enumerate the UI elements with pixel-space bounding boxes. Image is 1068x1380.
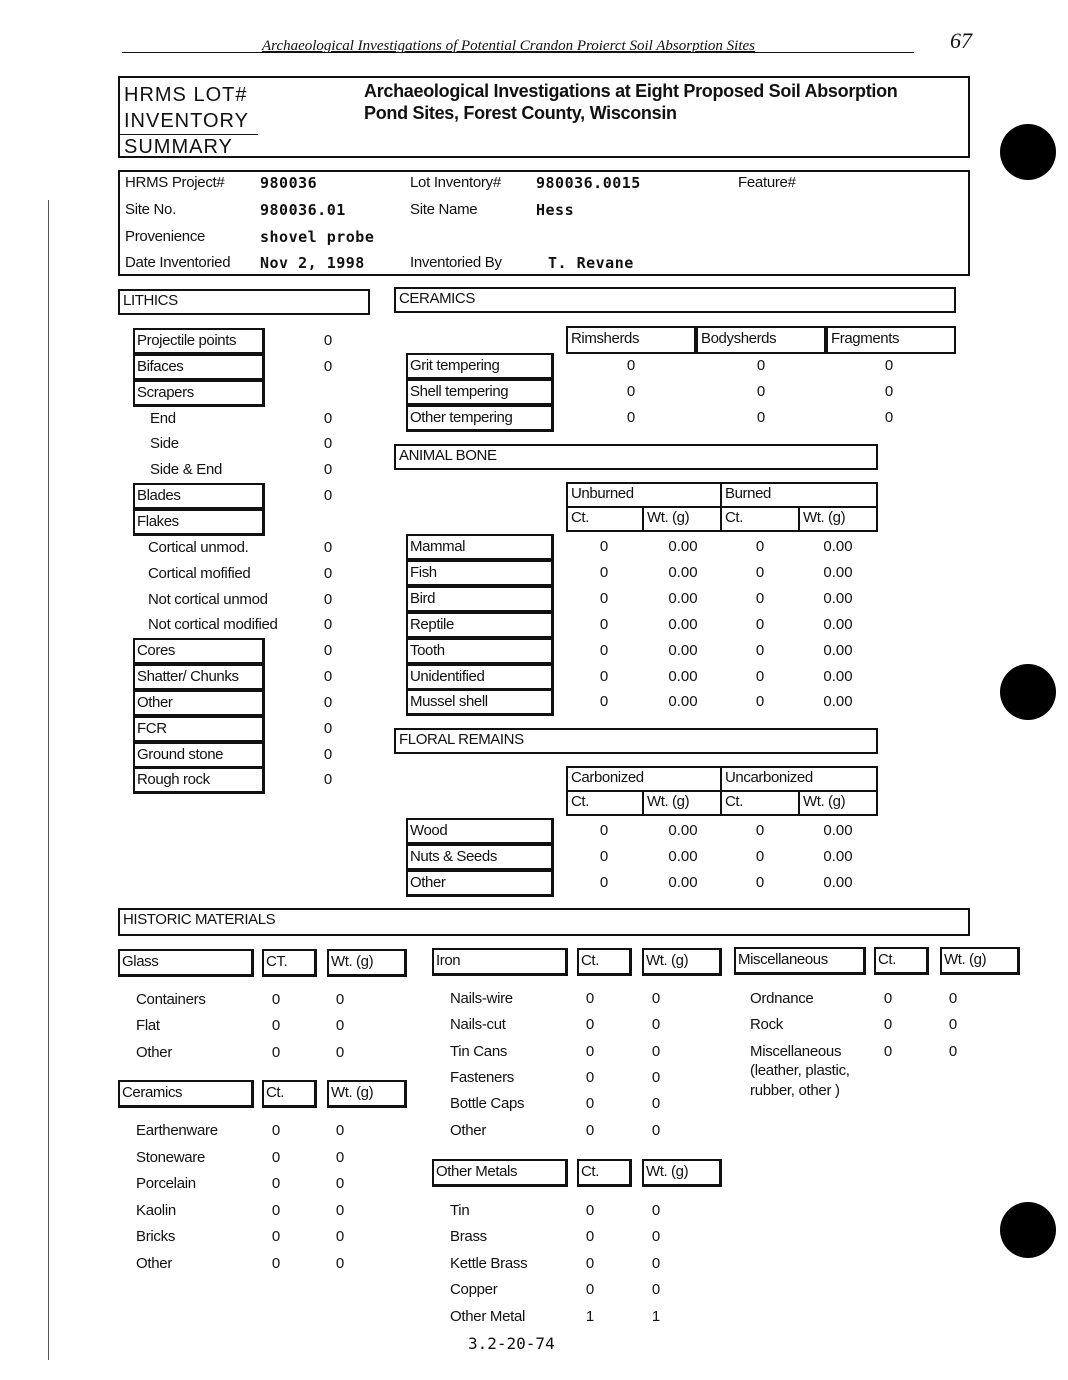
animal-bone-cell-value: 0: [599, 668, 609, 685]
animal-bone-cell-value: 0: [599, 564, 609, 581]
historic-ceramics-ct-header: Ct.: [262, 1080, 317, 1108]
animal-bone-cell-value: 0: [755, 616, 765, 633]
glass-row-ct: 0: [271, 991, 281, 1008]
margin-line: [48, 200, 49, 1360]
lithics-row-value: 0: [323, 435, 333, 452]
lithics-row-label: Blades: [133, 483, 265, 510]
iron-row-wt: 0: [651, 1069, 661, 1086]
iron-header: Iron: [432, 948, 568, 976]
page-footer: 3.2-20-74: [468, 1334, 555, 1353]
lot-value: 980036.0015: [536, 174, 641, 192]
historic-ceramics-row-label: Bricks: [136, 1228, 176, 1245]
lithics-row-label: Flakes: [133, 509, 265, 536]
ceramics-cell-value: 0: [756, 357, 766, 374]
animal-bone-row-label: Bird: [406, 586, 554, 613]
animal-bone-subcolumn-header: Wt. (g): [798, 506, 878, 532]
punch-hole: [1000, 664, 1056, 720]
misc-row-ct: 0: [883, 990, 893, 1007]
animal-bone-cell-value: 0: [599, 616, 609, 633]
floral-cell-value: 0: [755, 874, 765, 891]
floral-cell-value: 0.00: [668, 874, 698, 891]
punch-hole: [1000, 1202, 1056, 1258]
ceramics-cell-value: 0: [884, 357, 894, 374]
floral-row-label: Wood: [406, 818, 554, 845]
floral-cell-value: 0.00: [823, 822, 853, 839]
lithics-row-label: Not cortical unmod: [148, 591, 268, 608]
animal-bone-row-label: Unidentified: [406, 664, 554, 691]
animal-bone-cell-value: 0.00: [668, 616, 698, 633]
lithics-row-value: 0: [323, 461, 333, 478]
animal-bone-cell-value: 0: [755, 693, 765, 710]
lithics-row-label: Other: [133, 690, 265, 717]
form-title-line: SUMMARY: [124, 136, 233, 158]
animal-bone-row-label: Tooth: [406, 638, 554, 665]
other-metals-row-label: Other Metal: [450, 1308, 526, 1325]
iron-row-ct: 0: [585, 1069, 595, 1086]
lithics-row-label: Bifaces: [133, 354, 265, 381]
animal-bone-row-label: Reptile: [406, 612, 554, 639]
historic-ceramics-row-wt: 0: [335, 1149, 345, 1166]
iron-wt-header: Wt. (g): [642, 948, 722, 976]
animal-bone-group-header: Unburned: [566, 482, 722, 508]
ceramics-row-label: Shell tempering: [406, 379, 554, 406]
other-metals-row-ct: 0: [585, 1281, 595, 1298]
form-title-line: INVENTORY: [124, 110, 249, 132]
ceramics-cell-value: 0: [626, 357, 636, 374]
lithics-row-label: Not cortical modified: [148, 616, 278, 633]
report-title-line: Archaeological Investigations at Eight Proposed Soil Absorption: [364, 81, 898, 101]
lithics-row-value: 0: [323, 720, 333, 737]
glass-ct-header: CT.: [262, 949, 317, 977]
lithics-row-label: End: [150, 410, 176, 427]
lithics-row-value: 0: [323, 358, 333, 375]
other-metals-row-wt: 0: [651, 1228, 661, 1245]
iron-row-label: Tin Cans: [450, 1043, 508, 1060]
punch-hole: [1000, 124, 1056, 180]
animal-bone-group-header: Burned: [720, 482, 878, 508]
historic-ceramics-row-ct: 0: [271, 1255, 281, 1272]
header-rule: [122, 52, 914, 53]
floral-cell-value: 0: [599, 822, 609, 839]
other-metals-row-label: Tin: [450, 1202, 470, 1219]
historic-ceramics-row-ct: 0: [271, 1122, 281, 1139]
lithics-row-label: FCR: [133, 716, 265, 743]
form-title-line: HRMS LOT#: [124, 84, 248, 106]
floral-cell-value: 0: [599, 848, 609, 865]
animal-bone-cell-value: 0.00: [823, 642, 853, 659]
animal-bone-cell-value: 0: [755, 668, 765, 685]
other-metals-row-ct: 0: [585, 1255, 595, 1272]
inventoried-by-label: Inventoried By: [410, 254, 502, 271]
running-head: Archaeological Investigations of Potential Crandon Proierct Soil Absorption Sites: [262, 38, 756, 54]
lithics-row-label: Scrapers: [133, 380, 265, 407]
animal-bone-cell-value: 0.00: [668, 564, 698, 581]
glass-row-wt: 0: [335, 1044, 345, 1061]
floral-cell-value: 0: [599, 874, 609, 891]
misc-row-label: Rock: [750, 1016, 783, 1033]
historic-ceramics-row-ct: 0: [271, 1228, 281, 1245]
iron-row-label: Other: [450, 1122, 487, 1139]
floral-cell-value: 0: [755, 848, 765, 865]
animal-bone-cell-value: 0: [599, 642, 609, 659]
site-name-value: Hess: [536, 201, 575, 219]
iron-row-label: Bottle Caps: [450, 1095, 525, 1112]
iron-ct-header: Ct.: [577, 948, 632, 976]
iron-row-wt: 0: [651, 1016, 661, 1033]
lithics-row-label: Cores: [133, 638, 265, 665]
lithics-row-value: 0: [323, 332, 333, 349]
animal-bone-cell-value: 0.00: [823, 668, 853, 685]
animal-bone-cell-value: 0.00: [668, 642, 698, 659]
floral-remains-header: FLORAL REMAINS: [394, 728, 878, 754]
animal-bone-cell-value: 0.00: [823, 693, 853, 710]
animal-bone-header: ANIMAL BONE: [394, 444, 878, 470]
misc-note-line: rubber, other ): [750, 1082, 840, 1099]
other-metals-row-wt: 1: [651, 1308, 661, 1325]
ceramics-column-header: Fragments: [826, 326, 956, 354]
floral-subcolumn-header: Ct.: [566, 790, 644, 816]
form-title: [124, 82, 249, 160]
floral-cell-value: 0.00: [668, 848, 698, 865]
iron-row-wt: 0: [651, 1122, 661, 1139]
ceramics-row-label: Other tempering: [406, 405, 554, 432]
historic-ceramics-row-wt: 0: [335, 1122, 345, 1139]
animal-bone-row-label: Mammal: [406, 534, 554, 561]
floral-cell-value: 0.00: [823, 848, 853, 865]
misc-row-wt: 0: [948, 1016, 958, 1033]
historic-ceramics-row-wt: 0: [335, 1255, 345, 1272]
historic-ceramics-row-label: Porcelain: [136, 1175, 196, 1192]
historic-ceramics-row-ct: 0: [271, 1202, 281, 1219]
glass-wt-header: Wt. (g): [327, 949, 407, 977]
glass-row-ct: 0: [271, 1017, 281, 1034]
ceramics-cell-value: 0: [884, 383, 894, 400]
animal-bone-cell-value: 0.00: [823, 538, 853, 555]
project-label: HRMS Project#: [125, 174, 225, 191]
provenience-value: shovel probe: [260, 228, 375, 246]
historic-ceramics-header: Ceramics: [118, 1080, 254, 1108]
animal-bone-cell-value: 0.00: [668, 693, 698, 710]
animal-bone-cell-value: 0: [599, 538, 609, 555]
iron-row-label: Nails-cut: [450, 1016, 506, 1033]
animal-bone-cell-value: 0.00: [823, 616, 853, 633]
lithics-row-label: Projectile points: [133, 328, 265, 355]
animal-bone-subcolumn-header: Ct.: [566, 506, 644, 532]
misc-note-line: (leather, plastic,: [750, 1062, 850, 1079]
floral-cell-value: 0.00: [668, 822, 698, 839]
form-title-divider: [118, 134, 258, 135]
animal-bone-cell-value: 0.00: [823, 590, 853, 607]
iron-row-ct: 0: [585, 990, 595, 1007]
lithics-row-value: 0: [323, 771, 333, 788]
site-name-label: Site Name: [410, 201, 478, 218]
historic-ceramics-row-label: Earthenware: [136, 1122, 218, 1139]
lithics-header: LITHICS: [118, 289, 370, 315]
report-title-line: Pond Sites, Forest County, Wisconsin: [364, 103, 677, 123]
iron-row-ct: 0: [585, 1122, 595, 1139]
other-metals-row-wt: 0: [651, 1202, 661, 1219]
lithics-row-value: 0: [323, 487, 333, 504]
lithics-row-label: Cortical unmod.: [148, 539, 249, 556]
animal-bone-cell-value: 0.00: [668, 590, 698, 607]
project-value: 980036: [260, 174, 318, 192]
floral-group-header: Uncarbonized: [720, 766, 878, 792]
historic-ceramics-row-wt: 0: [335, 1202, 345, 1219]
glass-row-label: Flat: [136, 1017, 160, 1034]
glass-header: Glass: [118, 949, 254, 977]
ceramics-header: CERAMICS: [394, 287, 956, 313]
floral-subcolumn-header: Wt. (g): [642, 790, 722, 816]
historic-ceramics-row-ct: 0: [271, 1175, 281, 1192]
misc-header: Miscellaneous: [734, 947, 866, 975]
iron-row-wt: 0: [651, 1043, 661, 1060]
glass-row-label: Other: [136, 1044, 173, 1061]
lot-label: Lot Inventory#: [410, 174, 501, 191]
ceramics-cell-value: 0: [626, 383, 636, 400]
ceramics-column-header: Bodysherds: [696, 326, 826, 354]
misc-row-ct: 0: [883, 1016, 893, 1033]
glass-row-wt: 0: [335, 991, 345, 1008]
historic-materials-header: HISTORIC MATERIALS: [118, 908, 970, 936]
other-metals-header: Other Metals: [432, 1159, 568, 1187]
lithics-row-value: 0: [323, 616, 333, 633]
lithics-row-value: 0: [323, 694, 333, 711]
other-metals-row-ct: 0: [585, 1202, 595, 1219]
glass-row-ct: 0: [271, 1044, 281, 1061]
other-metals-row-wt: 0: [651, 1255, 661, 1272]
animal-bone-subcolumn-header: Ct.: [720, 506, 800, 532]
historic-ceramics-row-ct: 0: [271, 1149, 281, 1166]
page-number: 67: [950, 28, 972, 53]
animal-bone-row-label: Fish: [406, 560, 554, 587]
historic-ceramics-row-label: Stoneware: [136, 1149, 206, 1166]
lithics-row-value: 0: [323, 565, 333, 582]
floral-cell-value: 0.00: [823, 874, 853, 891]
iron-row-wt: 0: [651, 1095, 661, 1112]
other-metals-ct-header: Ct.: [577, 1159, 632, 1187]
lithics-row-value: 0: [323, 539, 333, 556]
inventoried-by-value: T. Revane: [548, 254, 634, 272]
lithics-row-label: Ground stone: [133, 742, 265, 769]
lithics-row-label: Shatter/ Chunks: [133, 664, 265, 691]
animal-bone-cell-value: 0: [599, 590, 609, 607]
historic-ceramics-row-label: Other: [136, 1255, 173, 1272]
misc-ct-header: Ct.: [874, 947, 929, 975]
report-title: [364, 80, 898, 124]
historic-ceramics-wt-header: Wt. (g): [327, 1080, 407, 1108]
animal-bone-cell-value: 0.00: [823, 564, 853, 581]
iron-row-ct: 0: [585, 1043, 595, 1060]
iron-row-label: Nails-wire: [450, 990, 513, 1007]
floral-subcolumn-header: Ct.: [720, 790, 800, 816]
historic-ceramics-row-wt: 0: [335, 1175, 345, 1192]
misc-row-label: Ordnance: [750, 990, 814, 1007]
floral-subcolumn-header: Wt. (g): [798, 790, 878, 816]
other-metals-row-label: Copper: [450, 1281, 498, 1298]
ceramics-cell-value: 0: [884, 409, 894, 426]
animal-bone-subcolumn-header: Wt. (g): [642, 506, 722, 532]
lithics-row-value: 0: [323, 746, 333, 763]
floral-row-label: Nuts & Seeds: [406, 844, 554, 871]
iron-row-label: Fasteners: [450, 1069, 514, 1086]
animal-bone-cell-value: 0: [755, 564, 765, 581]
misc-row-wt: 0: [948, 990, 958, 1007]
ceramics-cell-value: 0: [756, 409, 766, 426]
floral-group-header: Carbonized: [566, 766, 722, 792]
other-metals-row-ct: 0: [585, 1228, 595, 1245]
animal-bone-cell-value: 0: [599, 693, 609, 710]
floral-cell-value: 0: [755, 822, 765, 839]
other-metals-row-label: Kettle Brass: [450, 1255, 528, 1272]
lithics-row-value: 0: [323, 668, 333, 685]
ceramics-column-header: Rimsherds: [566, 326, 696, 354]
misc-wt-header: Wt. (g): [940, 947, 1020, 975]
lithics-row-label: Side & End: [150, 461, 223, 478]
other-metals-row-wt: 0: [651, 1281, 661, 1298]
site-no-label: Site No.: [125, 201, 176, 218]
animal-bone-cell-value: 0.00: [668, 538, 698, 555]
other-metals-wt-header: Wt. (g): [642, 1159, 722, 1187]
glass-row-label: Containers: [136, 991, 206, 1008]
misc-row-label: Miscellaneous: [750, 1043, 842, 1060]
floral-row-label: Other: [406, 870, 554, 897]
feature-label: Feature#: [738, 174, 796, 191]
other-metals-row-ct: 1: [585, 1308, 595, 1325]
iron-row-ct: 0: [585, 1016, 595, 1033]
ceramics-cell-value: 0: [756, 383, 766, 400]
iron-row-ct: 0: [585, 1095, 595, 1112]
animal-bone-row-label: Mussel shell: [406, 689, 554, 716]
lithics-row-label: Side: [150, 435, 179, 452]
other-metals-row-label: Brass: [450, 1228, 487, 1245]
lithics-row-value: 0: [323, 591, 333, 608]
iron-row-wt: 0: [651, 990, 661, 1007]
glass-row-wt: 0: [335, 1017, 345, 1034]
lithics-row-label: Rough rock: [133, 767, 265, 794]
animal-bone-cell-value: 0.00: [668, 668, 698, 685]
misc-row-wt: 0: [948, 1043, 958, 1060]
lithics-row-value: 0: [323, 642, 333, 659]
historic-ceramics-row-label: Kaolin: [136, 1202, 176, 1219]
animal-bone-cell-value: 0: [755, 590, 765, 607]
lithics-row-label: Cortical mofified: [148, 565, 251, 582]
provenience-label: Provenience: [125, 228, 206, 245]
ceramics-cell-value: 0: [626, 409, 636, 426]
date-label: Date Inventoried: [125, 254, 231, 271]
date-value: Nov 2, 1998: [260, 254, 365, 272]
ceramics-row-label: Grit tempering: [406, 353, 554, 380]
misc-row-ct: 0: [883, 1043, 893, 1060]
animal-bone-cell-value: 0: [755, 538, 765, 555]
animal-bone-cell-value: 0: [755, 642, 765, 659]
lithics-row-value: 0: [323, 410, 333, 427]
site-no-value: 980036.01: [260, 201, 346, 219]
historic-ceramics-row-wt: 0: [335, 1228, 345, 1245]
